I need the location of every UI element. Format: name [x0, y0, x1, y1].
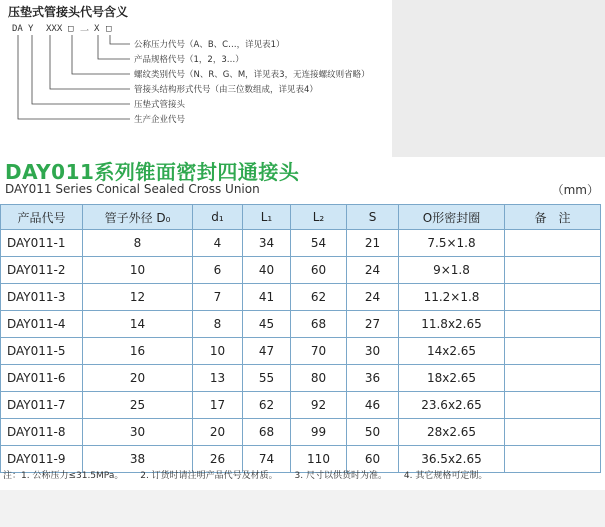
- cell-od: 12: [83, 284, 193, 311]
- cell-od: 16: [83, 338, 193, 365]
- bottom-panel: [0, 490, 605, 527]
- cell-s: 24: [347, 257, 399, 284]
- col-header-oring: O形密封圈: [399, 205, 505, 230]
- cell-oring: 18x2.65: [399, 365, 505, 392]
- cell-code: DAY011-1: [1, 230, 83, 257]
- cell-l2: 99: [291, 419, 347, 446]
- cell-s: 36: [347, 365, 399, 392]
- cell-code: DAY011-8: [1, 419, 83, 446]
- col-header-l1: L₁: [243, 205, 291, 230]
- note-4: 4. 其它规格可定制。: [403, 471, 488, 481]
- cell-remarks: [505, 338, 601, 365]
- cell-l1: 34: [243, 230, 291, 257]
- cell-l2: 70: [291, 338, 347, 365]
- code-part-x: X: [94, 24, 100, 34]
- cell-s: 60: [347, 446, 399, 473]
- cell-l1: 55: [243, 365, 291, 392]
- product-title-cn: DAY011系列锥面密封四通接头: [5, 160, 300, 184]
- cell-d1: 10: [193, 338, 243, 365]
- table-row: [1, 338, 601, 365]
- cell-remarks: [505, 419, 601, 446]
- table-row: [1, 230, 601, 257]
- col-header-l2: L₂: [291, 205, 347, 230]
- cell-l1: 68: [243, 419, 291, 446]
- cell-l1: 47: [243, 338, 291, 365]
- table-header-row: [1, 205, 601, 230]
- cell-s: 30: [347, 338, 399, 365]
- cell-d1: 26: [193, 446, 243, 473]
- legend-item-pressure: 公称压力代号（A、B、C…，详见表1）: [134, 40, 285, 50]
- cell-remarks: [505, 257, 601, 284]
- code-part-y: Y: [28, 24, 34, 34]
- legend-item-maker: 生产企业代号: [134, 115, 186, 125]
- top-right-panel: [392, 0, 605, 157]
- cell-l2: 62: [291, 284, 347, 311]
- cell-code: DAY011-4: [1, 311, 83, 338]
- code-part-box2: □: [106, 24, 112, 34]
- legend-item-spec: 产品规格代号（1，2，3…）: [134, 55, 244, 65]
- cell-remarks: [505, 446, 601, 473]
- cell-l1: 74: [243, 446, 291, 473]
- cell-remarks: [505, 284, 601, 311]
- cell-l2: 110: [291, 446, 347, 473]
- cell-oring: 36.5x2.65: [399, 446, 505, 473]
- cell-l1: 41: [243, 284, 291, 311]
- cell-od: 25: [83, 392, 193, 419]
- cell-remarks: [505, 392, 601, 419]
- cell-s: 46: [347, 392, 399, 419]
- code-legend: [0, 0, 392, 150]
- cell-l2: 60: [291, 257, 347, 284]
- cell-od: 20: [83, 365, 193, 392]
- cell-l1: 62: [243, 392, 291, 419]
- legend-item-structure: 管接头结构形式代号（由三位数组成，详见表4）: [134, 85, 318, 95]
- cell-l2: 92: [291, 392, 347, 419]
- cell-l2: 80: [291, 365, 347, 392]
- cell-od: 10: [83, 257, 193, 284]
- cell-remarks: [505, 230, 601, 257]
- cell-l1: 40: [243, 257, 291, 284]
- cell-s: 21: [347, 230, 399, 257]
- cell-s: 50: [347, 419, 399, 446]
- cell-d1: 17: [193, 392, 243, 419]
- legend-item-thread: 螺纹类别代号（N、R、G、M，详见表3，无连接螺纹则省略）: [134, 70, 370, 80]
- footnotes: [3, 468, 501, 481]
- cell-d1: 6: [193, 257, 243, 284]
- table-row: [1, 392, 601, 419]
- cell-remarks: [505, 311, 601, 338]
- col-header-s: S: [347, 205, 399, 230]
- cell-oring: 11.8x2.65: [399, 311, 505, 338]
- table-row: [1, 284, 601, 311]
- cell-d1: 4: [193, 230, 243, 257]
- col-header-od: 管子外径 D₀: [83, 205, 193, 230]
- cell-code: DAY011-6: [1, 365, 83, 392]
- table-row: [1, 311, 601, 338]
- code-part-box1: □: [68, 24, 74, 34]
- cell-d1: 13: [193, 365, 243, 392]
- cell-od: 38: [83, 446, 193, 473]
- cell-oring: 7.5×1.8: [399, 230, 505, 257]
- cell-code: DAY011-9: [1, 446, 83, 473]
- cell-oring: 23.6x2.65: [399, 392, 505, 419]
- cell-code: DAY011-5: [1, 338, 83, 365]
- cell-oring: 14x2.65: [399, 338, 505, 365]
- cell-l2: 68: [291, 311, 347, 338]
- code-part-da: DA: [12, 24, 23, 34]
- cell-oring: 28x2.65: [399, 419, 505, 446]
- table-row: [1, 365, 601, 392]
- unit-label: （mm）: [551, 183, 599, 197]
- cell-d1: 8: [193, 311, 243, 338]
- table-row: [1, 419, 601, 446]
- cell-code: DAY011-7: [1, 392, 83, 419]
- cell-od: 8: [83, 230, 193, 257]
- cell-d1: 7: [193, 284, 243, 311]
- spec-table: [0, 204, 601, 473]
- code-part-xxx: XXX: [46, 24, 63, 34]
- col-header-d1: d₁: [193, 205, 243, 230]
- cell-l1: 45: [243, 311, 291, 338]
- cell-code: DAY011-2: [1, 257, 83, 284]
- cell-oring: 9×1.8: [399, 257, 505, 284]
- table-body: [1, 230, 601, 473]
- cell-oring: 11.2×1.8: [399, 284, 505, 311]
- note-2: 2. 订货时请注明产品代号及材质。: [140, 471, 278, 481]
- legend-item-type: 压垫式管接头: [134, 100, 186, 110]
- product-title-en: DAY011 Series Conical Sealed Cross Union: [5, 182, 260, 196]
- note-3: 3. 尺寸以供货时为准。: [294, 471, 387, 481]
- note-1: 注：1. 公称压力≤31.5MPa。: [3, 471, 124, 481]
- cell-l2: 54: [291, 230, 347, 257]
- cell-s: 24: [347, 284, 399, 311]
- col-header-code: 产品代号: [1, 205, 83, 230]
- table-row: [1, 257, 601, 284]
- code-part-dash: 一: [80, 27, 90, 37]
- col-header-remarks: 备 注: [505, 205, 601, 230]
- cell-remarks: [505, 365, 601, 392]
- cell-d1: 20: [193, 419, 243, 446]
- cell-od: 14: [83, 311, 193, 338]
- cell-code: DAY011-3: [1, 284, 83, 311]
- cell-s: 27: [347, 311, 399, 338]
- cell-od: 30: [83, 419, 193, 446]
- legend-title: 压垫式管接头代号含义: [8, 5, 129, 19]
